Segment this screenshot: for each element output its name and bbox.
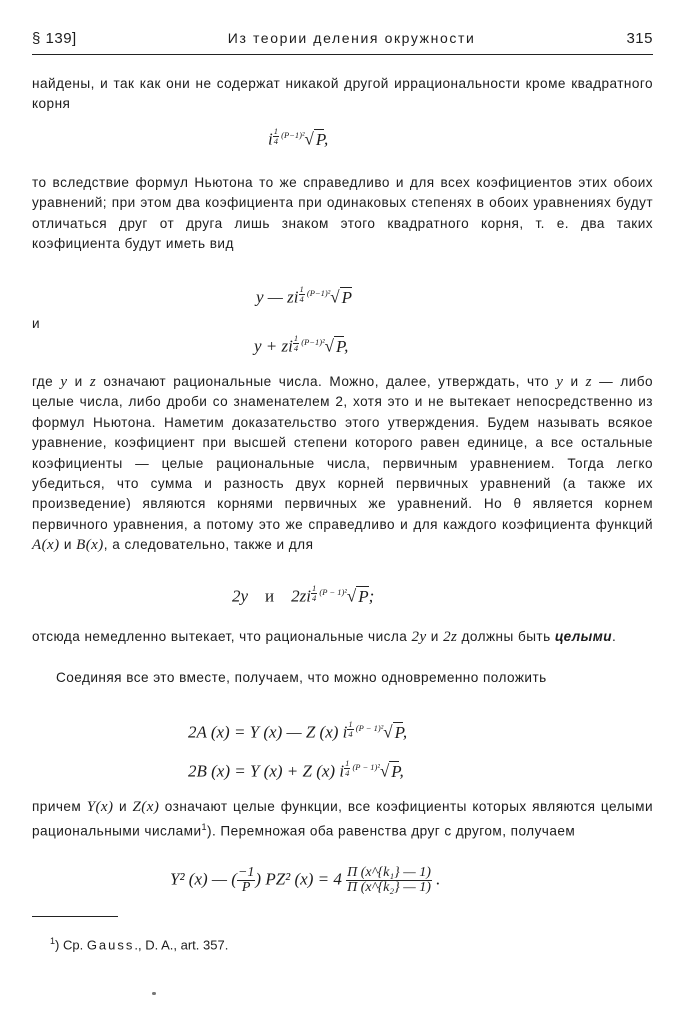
equation-2A: 2A (x) = Y (x) — Z (x) i $^{\frac{1}{4} (P - 1)^2}$√ P, [188,719,408,742]
footnote: $^1$) Ср. Gauss., D. A., art. 357. [50,936,229,953]
section-number: § 139] [32,30,77,47]
equation-y-minus: y — zi $^{\frac{1}{4} (P-1)^2}$√ P [256,284,352,307]
running-title: Из теории деления окружности [227,30,476,46]
conjunction-and: и [32,316,40,331]
page-number: 315 [626,30,653,47]
equation-product: Y² (x) — ( $\frac{-1}{P}$ ) PZ² (x) = 4 $\frac{\text{Π (x\textasciicircum{}\{k₁\} — 1)}}{\text{Π (x\textasciicircum{}\{k₂\} — 1)}}$ . [170,865,441,895]
equation-y-plus: y + zi $^{\frac{1}{4} (P-1)^2}$√ P, [254,333,349,356]
paragraph-2: то вследствие формул Ньютона то же справедливо и для всех коэфициентов этих обоих уравнений; при этом два коэфициента при одинаковых степенях в обоих уравнениях будут отличаться друг от друга лишь знаком этого квадратного корня, т. е. два таких коэфициента будут иметь вид [32,175,653,252]
paragraph-3: где y и z означают рациональные числа. Можно, далее, утверждать, что y и z — либо целые числа, либо дроби со знаменателем 2, хотя это и не вытекает непосредственно из формул Ньютона. Наметим доказательство этого утверждения. Будем называть всякое уравнение, коэфициент при высшей степени которого равен единице, а все остальные коэфициенты — целые рациональные числа, первичным уравнением. Тогда легко убедиться, что сумма и разность двух корней первичных уравнений (а также их произведение) являются корнями первичных же уравнений. Но θ является корнем первичного уравнения, а потому это же справедливо и для каждого коэфициента функций A(x) и B(x), а следовательно, также и для [32,374,654,554]
print-speck [152,992,156,995]
paragraph-5: Соединяя все это вместе, получаем, что можно одновременно положить [56,670,547,685]
running-header [32,30,653,55]
footnote-divider [32,916,118,917]
paragraph-1: найдены, и так как они не содержат никакой другой иррациональности кроме квадратного корня [32,76,653,112]
footnote-ref: 1 [201,822,207,833]
paragraph-6: причем Y(x) и Z(x) означают целые функции, все коэфициенты которых являются целыми рациональными числами$^1$). Перемножая оба равенства друг с другом, получаем [32,799,653,839]
equation-2y-2z: 2y и 2zi $^{\frac{1}{4} (P - 1)^2}$√ P; [232,583,375,606]
equation-2B: 2B (x) = Y (x) + Z (x) i $^{\frac{1}{4} (P - 1)^2}$√ P, [188,758,404,781]
paragraph-4: отсюда немедленно вытекает, что рациональные числа 2y и 2z должны быть целыми. [32,629,617,645]
equation-sqrt-factor: i $^{\frac{1}{4} (P-1)^2}$√ P, [268,126,329,149]
